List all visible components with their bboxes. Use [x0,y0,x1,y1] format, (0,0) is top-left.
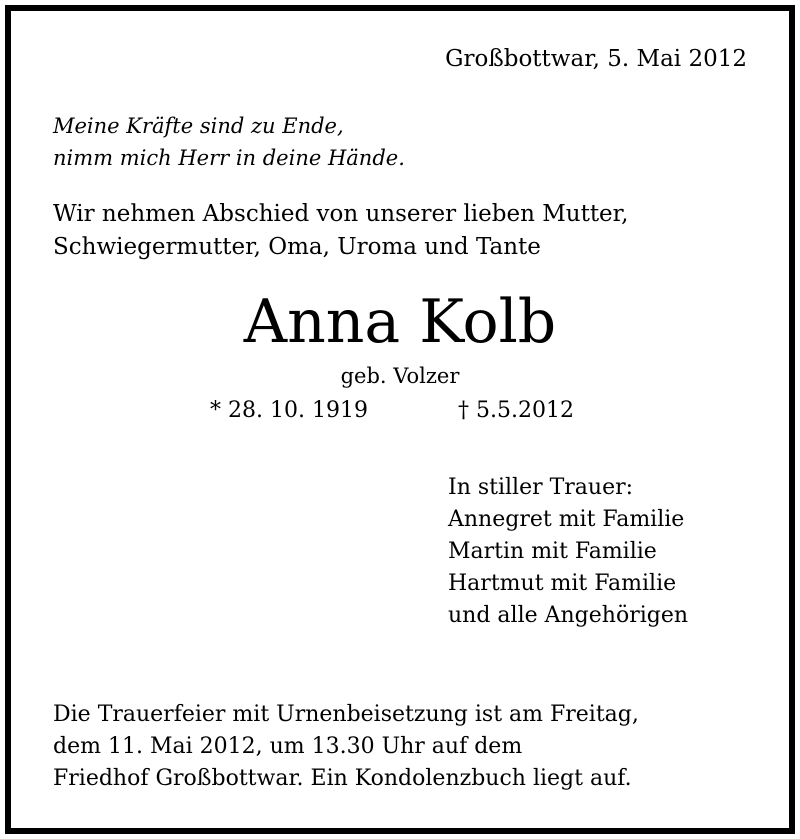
deceased-name: Anna Kolb [243,287,557,357]
funeral-notice [53,699,639,795]
farewell-intro [53,198,628,264]
funeral-notice-line: Die Trauerfeier mit Urnenbeisetzung ist am Freitag, [53,702,639,727]
mourners-line: Martin mit Familie [448,539,657,564]
intro-line: Schwiegermutter, Oma, Uroma und Tante [53,234,541,260]
quote-verse [53,110,405,174]
funeral-notice-line: dem 11. Mai 2012, um 13.30 Uhr auf dem [53,734,523,759]
mourners-line: In stiller Trauer: [448,475,634,500]
quote-line: Meine Kräfte sind zu Ende, [53,114,344,138]
intro-line: Wir nehmen Abschied von unserer lieben Mutter, [53,201,629,227]
mourners-line: und alle Angehörigen [448,603,689,628]
place-and-date: Großbottwar, 5. Mai 2012 [445,46,747,72]
mourners-line: Hartmut mit Familie [448,571,677,596]
mourners-list [448,472,688,632]
funeral-notice-line: Friedhof Großbottwar. Ein Kondolenzbuch liegt auf. [53,766,632,791]
mourners-line: Annegret mit Familie [448,507,685,532]
birth-date: * 28. 10. 1919 [210,398,368,423]
death-date: † 5.5.2012 [458,398,574,423]
birth-name: geb. Volzer [340,364,460,388]
quote-line: nimm mich Herr in deine Hände. [53,146,405,170]
